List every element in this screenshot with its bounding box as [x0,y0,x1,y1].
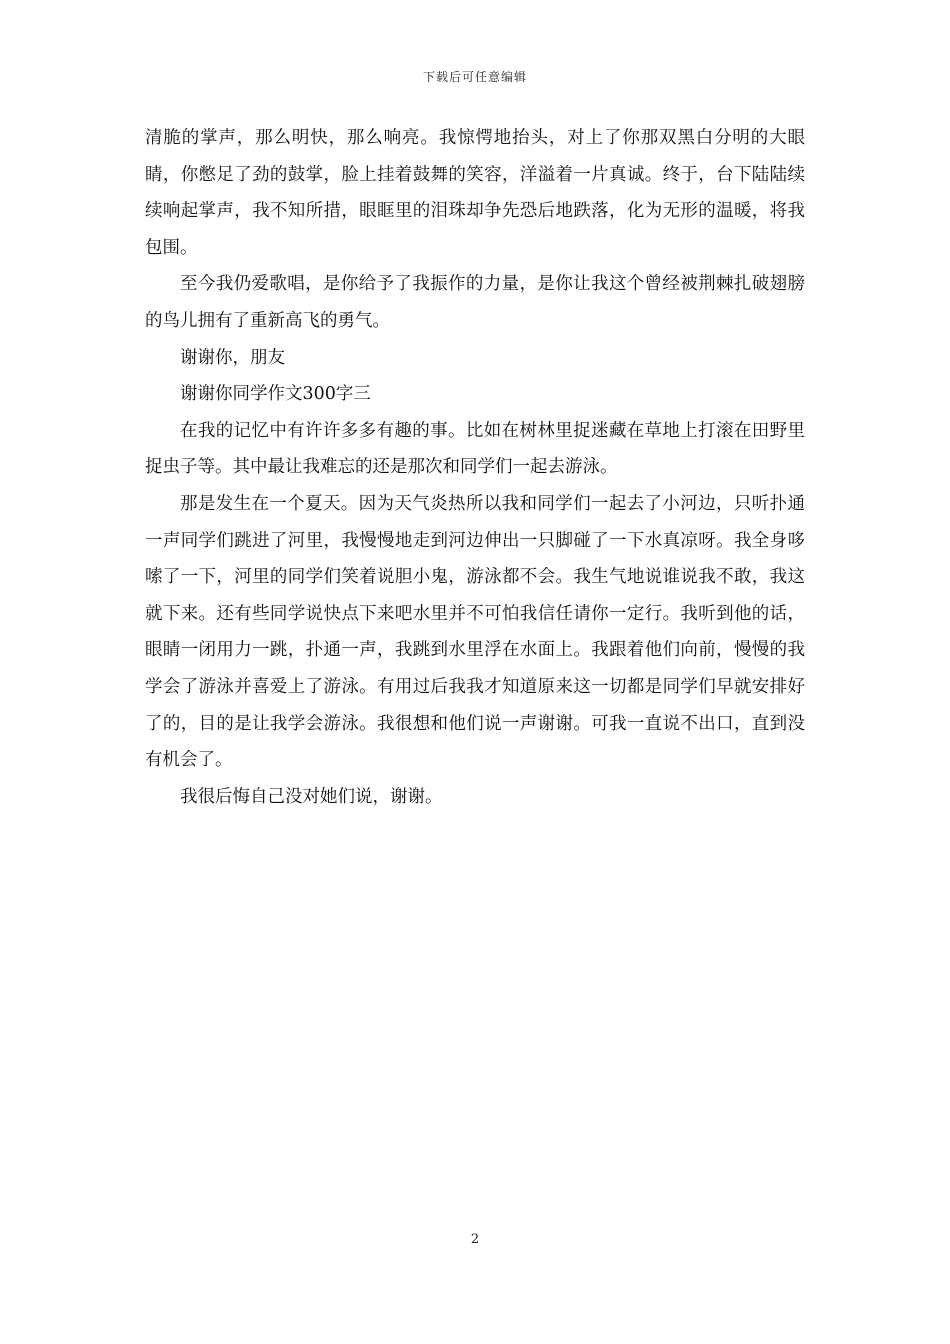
paragraph-continued: 清脆的掌声，那么明快，那么响亮。我惊愕地抬头，对上了你那双黑白分明的大眼睛，你憋足了劲的鼓掌，脸上挂着鼓舞的笑容，洋溢着一片真诚。终于，台下陆陆续续响起掌声，我不知所措，眼眶里的泪珠却争先恐后地跌落，化为无形的温暖，将我包围。 [145,128,805,258]
page-header: 下载后可任意编辑 [422,70,527,84]
document-body [145,120,805,815]
paragraph: 那是发生在一个夏天。因为天气炎热所以我和同学们一起去了小河边，只听扑通一声同学们跳进了河里，我慢慢地走到河边伸出一只脚碰了一下水真凉呀。我全身哆嗦了一下，河里的同学们笑着说胆小鬼，游泳都不会。我生气地说谁说我不敢，我这就下来。还有些同学说快点下来吧水里并不可怕我信任请你一定行。我听到他的话，眼睛一闭用力一跳，扑通一声，我跳到水里浮在水面上。我跟着他们向前，慢慢的我学会了游泳并喜爱上了游泳。有用过后我我才知道原来这一切都是同学们早就安排好了的，目的是让我学会游泳。我很想和他们说一声谢谢。可我一直说不出口，直到没有机会了。 [145,493,805,771]
paragraph-closing-line: 谢谢你，朋友 [180,347,285,368]
paragraph: 我很后悔自己没对她们说，谢谢。 [180,786,443,807]
paragraph: 在我的记忆中有许许多多有趣的事。比如在树林里捉迷藏在草地上打滚在田野里捉虫子等。其中最让我难忘的还是那次和同学们一起去游泳。 [145,420,805,478]
page-number: 2 [470,1232,480,1247]
paragraph: 至今我仍爱歌唱，是你给予了我振作的力量，是你让我这个曾经被荆棘扎破翅膀的鸟儿拥有了重新高飞的勇气。 [145,274,805,331]
section-heading: 谢谢你同学作文300字三 [180,384,371,405]
